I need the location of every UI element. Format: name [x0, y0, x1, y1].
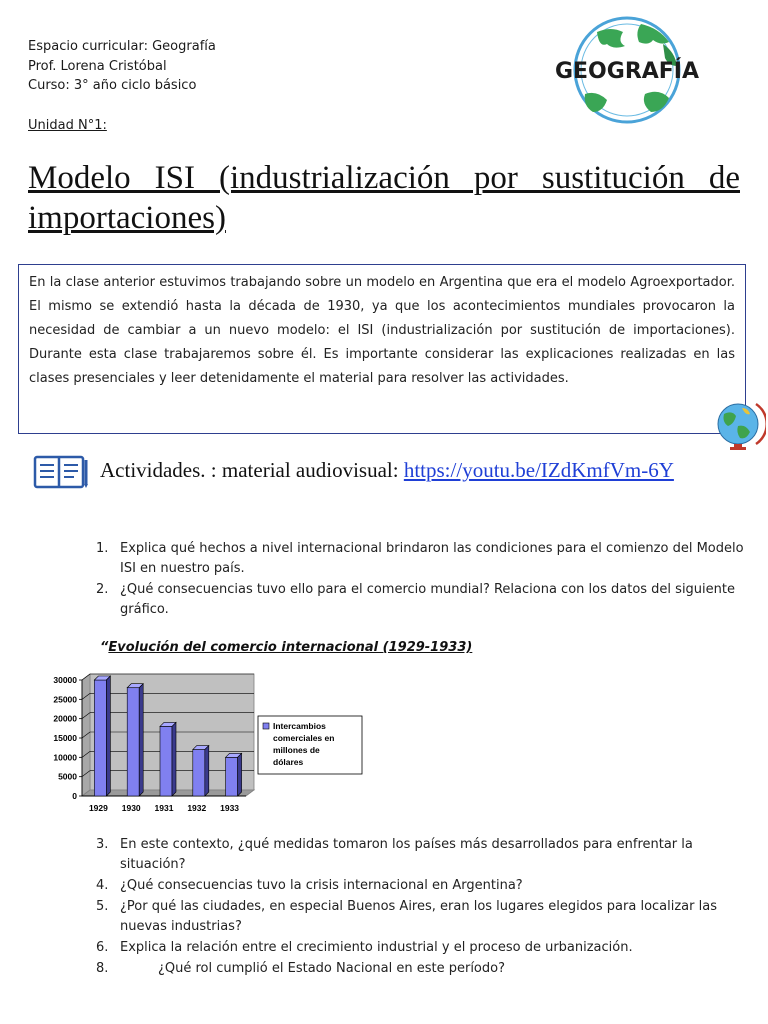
y-tick-label: 25000 — [53, 694, 77, 705]
logo-text: GEOGRAFÍA — [554, 59, 700, 84]
question-item — [96, 897, 746, 937]
x-tick-label: 1930 — [121, 803, 141, 813]
chart-caption-quote: “ — [100, 640, 109, 655]
bar-side — [238, 753, 242, 796]
x-tick-label: 1933 — [220, 803, 240, 813]
x-tick-label: 1929 — [88, 803, 108, 813]
globe-logo-icon — [545, 14, 705, 126]
y-tick-label: 15000 — [53, 733, 77, 743]
bar-side — [139, 684, 143, 796]
y-tick-label: 5000 — [58, 771, 77, 782]
course-teacher: Prof. Lorena Cristóbal — [28, 58, 167, 74]
question-text: Explica la relación entre el crecimiento industrial y el proceso de urbanización. — [120, 940, 633, 955]
course-subject: Espacio curricular: Geografía — [28, 39, 216, 54]
question-list-b — [96, 835, 746, 980]
legend-label: comerciales en — [273, 733, 335, 743]
legend-label: millones de — [273, 745, 320, 755]
x-tick-label: 1931 — [154, 803, 174, 813]
y-tick-label: 10000 — [53, 752, 77, 763]
bar — [127, 688, 139, 796]
question-number: 8. — [96, 961, 109, 976]
y-tick-label: 30000 — [53, 675, 77, 685]
bar — [226, 757, 238, 796]
bar — [94, 680, 106, 796]
question-text: ¿Qué rol cumplió el Estado Nacional en este período? — [158, 961, 505, 976]
y-tick-label: 0 — [72, 791, 77, 801]
question-item — [96, 835, 746, 875]
bar — [160, 726, 172, 796]
question-text: ¿Por qué las ciudades, en especial Buenos Aires, eran los lugares elegidos para localizar las nuevas industrias? — [120, 899, 717, 934]
question-item — [96, 539, 746, 579]
question-item — [96, 580, 746, 620]
chart-caption — [100, 640, 472, 655]
legend-label: Intercambios — [273, 721, 326, 731]
globe-icon — [712, 400, 766, 450]
activities-label: Actividades. : material audiovisual: — [100, 458, 404, 482]
course-info — [28, 37, 216, 96]
activities-heading — [100, 457, 740, 484]
question-number: 2. — [96, 582, 109, 597]
legend-label: dólares — [273, 757, 304, 767]
chart-caption-text: Evolución del comercio internacional (1929-1933) — [108, 640, 473, 655]
question-number: 5. — [96, 899, 109, 914]
legend-swatch — [263, 723, 269, 729]
question-list-a — [96, 539, 746, 621]
course-grade: Curso: 3° año ciclo básico — [28, 78, 197, 93]
question-item — [96, 938, 746, 958]
bar — [193, 750, 205, 796]
intro-box — [18, 264, 746, 434]
question-text: ¿Qué consecuencias tuvo la crisis internacional en Argentina? — [120, 878, 523, 893]
question-text: ¿Qué consecuencias tuvo ello para el comercio mundial? Relaciona con los datos del siguiente gráfico. — [120, 582, 735, 617]
question-number: 6. — [96, 940, 109, 955]
bar-side — [172, 722, 176, 796]
intro-text: En la clase anterior estuvimos trabajando sobre un modelo en Argentina que era el modelo Agroexportador. El mismo se extendió hasta la década de 1930, ya que los acontecimientos mundiales provocaron la necesidad de cambiar a un nuevo modelo: el ISI (industrialización por sustitución de importaciones). Durante esta clase trabajaremos sobre él. Es importante considerar las explicaciones realizadas en las clases presenciales y leer detenidamente el material para resolver las actividades. — [29, 275, 735, 386]
question-number: 3. — [96, 837, 109, 852]
question-text: Explica qué hechos a nivel internacional brindaron las condiciones para el comienzo del Modelo ISI en nuestro país. — [120, 541, 744, 576]
question-number: 1. — [96, 541, 109, 556]
y-tick-label: 20000 — [53, 713, 77, 724]
bar-side — [106, 676, 110, 796]
unit-label: Unidad N°1: — [28, 118, 107, 133]
question-item — [96, 959, 746, 979]
x-tick-label: 1932 — [187, 803, 207, 813]
bar-side — [205, 746, 209, 796]
trade-bar-chart — [40, 666, 372, 818]
video-link[interactable]: https://youtu.be/IZdKmfVm-6Y — [403, 458, 674, 482]
notebook-icon — [33, 454, 91, 490]
page-title: Modelo ISI (industrialización por sustitución de importaciones) — [28, 160, 740, 236]
question-item — [96, 876, 746, 896]
question-text: En este contexto, ¿qué medidas tomaron los países más desarrollados para enfrentar la situación? — [120, 837, 693, 872]
question-number: 4. — [96, 878, 109, 893]
